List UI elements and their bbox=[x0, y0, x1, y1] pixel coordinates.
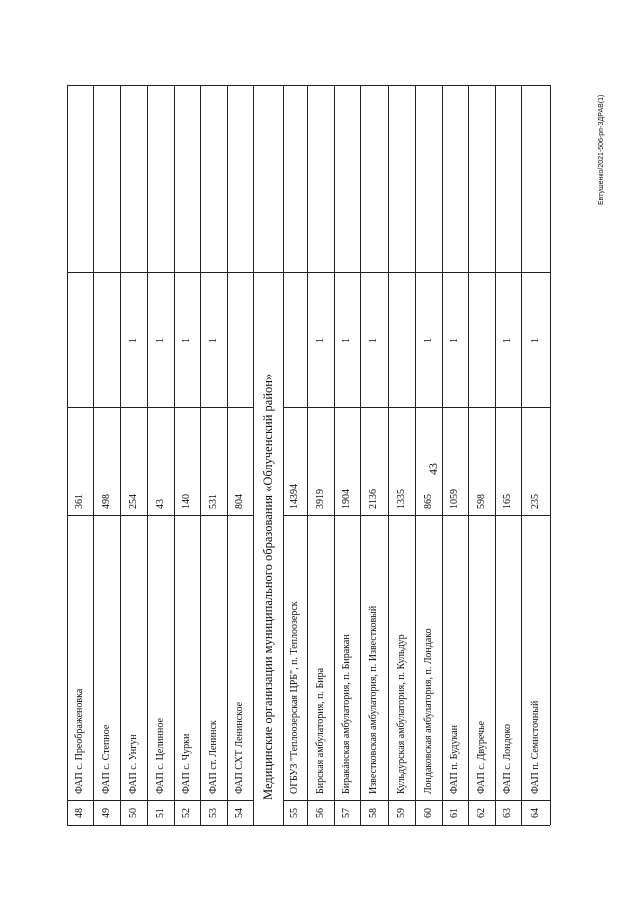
bottom-facility-name: Известковская амбулатория, п. Известковый bbox=[368, 605, 379, 794]
top-facility-name: ФАП СХТ Ленинское bbox=[234, 701, 245, 794]
bottom-facility-name: Кульдурская амбулатория, п. Кульдур bbox=[395, 634, 407, 794]
bottom-flag: 1 bbox=[368, 337, 379, 343]
row-separator bbox=[415, 85, 416, 825]
bottom-population: 865 bbox=[422, 494, 434, 509]
top-row-number: 48 bbox=[74, 808, 85, 818]
top-facility-name: ФАП с. Унгун bbox=[127, 734, 139, 794]
bottom-population: 165 bbox=[502, 494, 513, 509]
column-separator bbox=[283, 515, 550, 516]
bottom-facility-name: Биракáнская амбулатория, п. Биракан bbox=[341, 634, 352, 794]
bottom-row-number: 59 bbox=[395, 808, 407, 818]
bottom-population: 235 bbox=[529, 494, 541, 509]
bottom-row-number: 58 bbox=[368, 808, 379, 818]
top-row-number: 54 bbox=[234, 808, 245, 818]
bottom-facility-name: ФАП п. Семисточный bbox=[529, 700, 541, 794]
top-population: 140 bbox=[181, 494, 192, 509]
top-population: 43 bbox=[154, 499, 166, 509]
bottom-row-number: 63 bbox=[502, 808, 513, 818]
table-edge bbox=[67, 85, 550, 86]
row-separator bbox=[253, 85, 254, 825]
top-row-number: 50 bbox=[127, 808, 139, 818]
row-separator bbox=[334, 85, 335, 825]
bottom-row-number: 60 bbox=[422, 808, 434, 818]
bottom-population: 598 bbox=[475, 494, 487, 509]
top-population: 361 bbox=[74, 494, 85, 509]
top-row-number: 49 bbox=[100, 808, 112, 818]
column-separator bbox=[67, 515, 253, 516]
row-separator bbox=[200, 85, 201, 825]
top-population: 498 bbox=[100, 494, 112, 509]
bottom-flag: 1 bbox=[422, 337, 434, 343]
bottom-row-number: 62 bbox=[475, 808, 487, 818]
bottom-row-number: 57 bbox=[341, 808, 352, 818]
top-population: 804 bbox=[234, 494, 245, 509]
top-flag: 1 bbox=[181, 337, 192, 343]
row-separator bbox=[307, 85, 308, 825]
column-separator bbox=[67, 800, 253, 801]
row-separator bbox=[174, 85, 175, 825]
top-facility-name: ФАП с. Чурки bbox=[181, 733, 192, 794]
row-separator bbox=[360, 85, 361, 825]
row-separator bbox=[495, 85, 496, 825]
bottom-flag: 1 bbox=[502, 337, 513, 343]
section-heading: Медицинские организации муниципального образования «Облученский район» bbox=[261, 373, 275, 800]
top-row-number: 52 bbox=[181, 808, 192, 818]
page-number: 43 bbox=[426, 463, 440, 475]
row-separator bbox=[442, 85, 443, 825]
bottom-population: 2136 bbox=[368, 489, 379, 509]
column-separator bbox=[67, 272, 253, 273]
bottom-flag: 1 bbox=[529, 337, 541, 343]
row-separator bbox=[388, 85, 389, 825]
column-separator bbox=[283, 272, 550, 273]
bottom-row-number: 64 bbox=[529, 808, 541, 818]
bottom-facility-name: ФАП с. Двуречье bbox=[475, 720, 487, 794]
row-separator bbox=[120, 85, 121, 825]
bottom-row-number: 56 bbox=[314, 808, 326, 818]
column-separator bbox=[283, 800, 550, 801]
top-facility-name: ФАП с. Преображеновка bbox=[74, 688, 85, 794]
top-population: 531 bbox=[207, 494, 219, 509]
column-separator bbox=[283, 407, 550, 408]
column-separator bbox=[253, 272, 283, 273]
top-population: 254 bbox=[127, 494, 139, 509]
row-separator bbox=[550, 85, 551, 825]
top-facility-name: ФАП с. Целинное bbox=[154, 718, 166, 794]
bottom-row-number: 55 bbox=[289, 808, 300, 818]
bottom-facility-name: ОГБУЗ "Теплоозерская ЦРБ", п. Теплоозерск bbox=[289, 601, 300, 794]
bottom-flag: 1 bbox=[449, 337, 460, 343]
bottom-population: 1059 bbox=[449, 489, 460, 509]
bottom-population: 1335 bbox=[395, 489, 407, 509]
top-row-number: 53 bbox=[207, 808, 219, 818]
bottom-population: 14394 bbox=[289, 484, 300, 509]
bottom-facility-name: ФАП с. Лондоко bbox=[502, 724, 513, 794]
row-separator bbox=[227, 85, 228, 825]
bottom-flag: 1 bbox=[314, 337, 326, 343]
bottom-facility-name: ФАП п. Будукан bbox=[449, 724, 460, 794]
table-edge bbox=[67, 825, 550, 826]
bottom-flag: 1 bbox=[341, 337, 352, 343]
column-separator bbox=[67, 407, 253, 408]
row-separator bbox=[521, 85, 522, 825]
top-facility-name: ФАП с. Степное bbox=[100, 724, 112, 794]
row-separator bbox=[468, 85, 469, 825]
top-facility-name: ФАП ст. Ленинск bbox=[207, 720, 219, 794]
row-separator bbox=[93, 85, 94, 825]
top-flag: 1 bbox=[127, 337, 139, 343]
row-separator bbox=[147, 85, 148, 825]
bottom-row-number: 61 bbox=[449, 808, 460, 818]
row-separator bbox=[67, 85, 68, 825]
bottom-population: 1904 bbox=[341, 489, 352, 509]
document-code: Евтушенко/2021-506-рп-ЗДРАВ(1) bbox=[598, 94, 605, 205]
top-row-number: 51 bbox=[154, 808, 166, 818]
row-separator bbox=[283, 85, 284, 825]
top-flag: 1 bbox=[154, 337, 166, 343]
bottom-facility-name: Бирская амбулатория, п. Бира bbox=[314, 667, 326, 794]
bottom-population: 3919 bbox=[314, 489, 326, 509]
top-flag: 1 bbox=[207, 337, 219, 343]
doc-code-wrapper bbox=[598, 94, 608, 215]
bottom-facility-name: Лондаковская амбулатория, п. Лондако bbox=[422, 628, 434, 794]
